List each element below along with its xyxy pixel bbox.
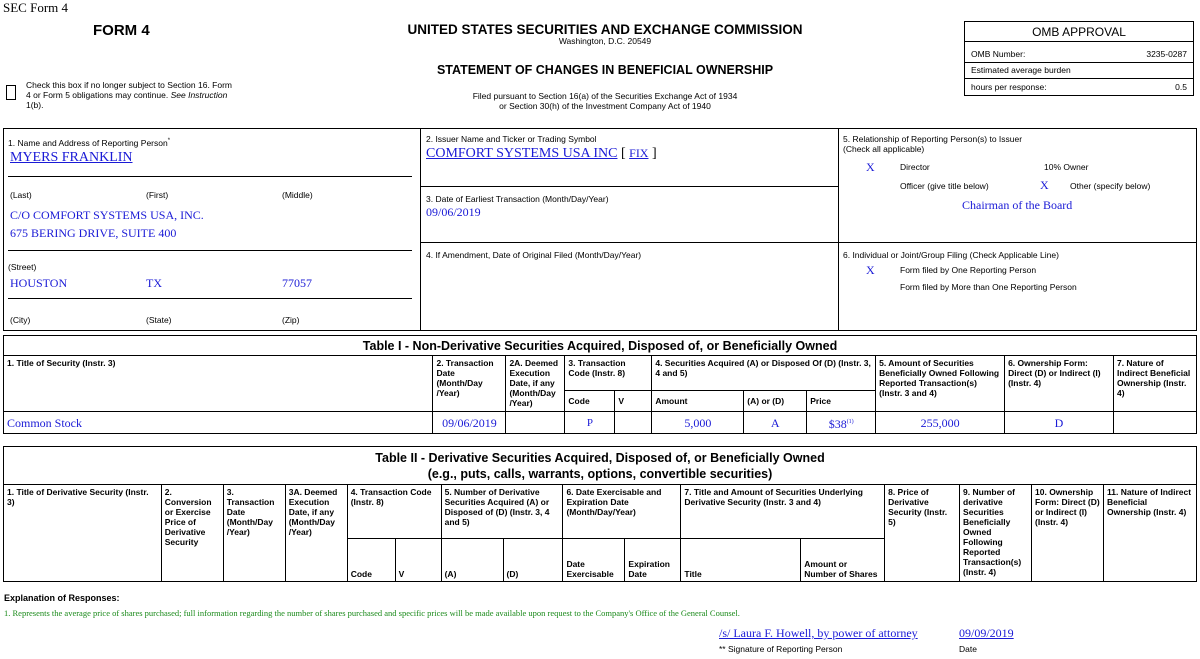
t1-row-amount: 5,000 (652, 412, 744, 434)
address-line-1: C/O COMFORT SYSTEMS USA, INC. (10, 208, 204, 222)
t1-col-acquired: 4. Securities Acquired (A) or Disposed Of (D) (Instr. 3, 4 and 5) (652, 356, 876, 391)
t2-col-exercisable: 6. Date Exercisable and Expiration Date (Month/Day/Year) (563, 485, 681, 539)
signature-date: 09/09/2019 (959, 626, 1014, 640)
t2-col-form: 10. Ownership Form: Direct (D) or Indirect (I) (Instr. 4) (1032, 485, 1104, 582)
table-2-title: Table II - Derivative Securities Acquired, Disposed of, or Beneficially Owned (e.g., puts, calls, warrants, options, convertible securities) (4, 447, 1197, 485)
more-persons-label: Form filed by More than One Reporting Person (900, 282, 1077, 292)
ticker-link[interactable]: FIX (629, 146, 649, 160)
t1-col-form: 6. Ownership Form: Direct (D) or Indirect (I) (Instr. 4) (1005, 356, 1114, 412)
t2-sub-code: Code (347, 539, 395, 582)
reporting-person-label: 1. Name and Address of Reporting Person* (8, 137, 171, 148)
t1-col-code: 3. Transaction Code (Instr. 8) (565, 356, 652, 391)
omb-hours-value: 0.5 (1175, 82, 1187, 92)
t2-col-nature: 11. Nature of Indirect Beneficial Ownership (Instr. 4) (1103, 485, 1196, 582)
t2-sub-title: Title (681, 539, 801, 582)
t2-col-date: 3. Transaction Date (Month/Day /Year) (223, 485, 285, 582)
reporting-person-name-link[interactable]: MYERS FRANKLIN (10, 150, 133, 165)
one-person-label: Form filed by One Reporting Person (900, 265, 1037, 275)
address-line-2: 675 BERING DRIVE, SUITE 400 (10, 226, 177, 240)
t2-sub-amount: Amount or Number of Shares (801, 539, 885, 582)
t1-row-v (615, 412, 652, 434)
t2-sub-expiration: Expiration Date (625, 539, 681, 582)
issuer-label: 2. Issuer Name and Ticker or Trading Symbol (426, 134, 597, 144)
omb-burden-label: Estimated average burden (971, 65, 1071, 75)
first-label: (First) (146, 190, 169, 200)
t1-col-deemed: 2A. Deemed Execution Date, if any (Month/Day /Year) (506, 356, 565, 412)
omb-number-value: 3235-0287 (1146, 49, 1187, 59)
footnote-1: 1. Represents the average price of shares purchased; full information regarding the number of shares purchased and specific prices will be made available upon request to the Company's Office of the General Counsel. (4, 608, 740, 618)
relationship-label: 5. Relationship of Reporting Person(s) to Issuer (Check all applicable) (843, 134, 1023, 154)
filed-pursuant-line-1: Filed pursuant to Section 16(a) of the Securities Exchange Act of 1934 (472, 91, 738, 101)
t2-col-price: 8. Price of Derivative Security (Instr. 5) (885, 485, 960, 582)
t1-sub-amount: Amount (652, 391, 744, 412)
amendment-label: 4. If Amendment, Date of Original Filed (Month/Day/Year) (426, 250, 642, 260)
t2-sub-d: (D) (503, 539, 563, 582)
street-label: (Street) (8, 262, 37, 272)
t2-sub-exercisable: Date Exercisable (563, 539, 625, 582)
earliest-transaction-label: 3. Date of Earliest Transaction (Month/Day/Year) (426, 194, 609, 204)
officer-label: Officer (give title below) (900, 181, 989, 191)
date-label: Date (959, 644, 977, 654)
t1-row-aord: A (744, 412, 807, 434)
issuer-line: COMFORT SYSTEMS USA INC [ FIX ] (426, 146, 657, 161)
t1-col-date: 2. Transaction Date (Month/Day /Year) (433, 356, 506, 412)
t1-row-date: 09/06/2019 (433, 412, 506, 434)
signature-link[interactable]: /s/ Laura F. Howell, by power of attorney (719, 626, 918, 640)
zip-value: 77057 (282, 276, 312, 290)
t2-sub-a: (A) (441, 539, 503, 582)
table-row (4, 412, 1197, 434)
t2-col-number: 5. Number of Derivative Securities Acquired (A) or Disposed of (D) (Instr. 3, 4 and 5) (441, 485, 563, 539)
form-number: FORM 4 (93, 22, 150, 39)
agency-location: Washington, D.C. 20549 (558, 36, 652, 46)
statement-title: STATEMENT OF CHANGES IN BENEFICIAL OWNERSHIP (436, 63, 774, 77)
t1-row-owned: 255,000 (876, 412, 1005, 434)
director-label: Director (900, 162, 930, 172)
t1-sub-aord: (A) or (D) (744, 391, 807, 412)
filing-type-label: 6. Individual or Joint/Group Filing (Check Applicable Line) (843, 250, 1059, 260)
last-label: (Last) (10, 190, 32, 200)
t2-col-code: 4. Transaction Code (Instr. 8) (347, 485, 441, 539)
t1-row-code: P (565, 412, 615, 434)
other-label: Other (specify below) (1070, 181, 1151, 191)
other-check[interactable]: X (1040, 178, 1049, 192)
table-2 (3, 446, 1197, 582)
t1-row-nature (1113, 412, 1196, 434)
director-check[interactable]: X (866, 160, 875, 174)
table-1-title: Table I - Non-Derivative Securities Acquired, Disposed of, or Beneficially Owned (4, 336, 1197, 356)
section16-checkbox[interactable] (6, 85, 16, 100)
t2-col-underlying: 7. Title and Amount of Securities Underlying Derivative Security (Instr. 3 and 4) (681, 485, 885, 539)
t1-sub-v: V (615, 391, 652, 412)
t2-col-conversion: 2. Conversion or Exercise Price of Derivative Security (161, 485, 223, 582)
city-value: HOUSTON (10, 276, 68, 290)
omb-title: OMB APPROVAL (965, 22, 1193, 42)
ten-pct-owner-label: 10% Owner (1044, 162, 1089, 172)
omb-hours-label: hours per response: (971, 82, 1047, 92)
signature-label: ** Signature of Reporting Person (719, 644, 843, 654)
t1-row-price: $38$^{(1)}$ (807, 412, 876, 434)
other-description: Chairman of the Board (962, 198, 1073, 212)
issuer-name-link[interactable]: COMFORT SYSTEMS USA INC (426, 146, 618, 161)
zip-label: (Zip) (282, 315, 300, 325)
state-value: TX (146, 276, 162, 290)
filed-pursuant-line-2: or Section 30(h) of the Investment Company Act of 1940 (499, 101, 711, 111)
agency-title: UNITED STATES SECURITIES AND EXCHANGE COMMISSION (407, 22, 803, 37)
t1-row-title: Common Stock (4, 412, 433, 434)
t1-sub-code: Code (565, 391, 615, 412)
earliest-transaction-date: 09/06/2019 (426, 205, 481, 219)
city-label: (City) (10, 315, 31, 325)
t1-sub-price: Price (807, 391, 876, 412)
t1-row-deemed (506, 412, 565, 434)
t1-col-owned: 5. Amount of Securities Beneficially Owned Following Reported Transaction(s) (Instr. 3 and 4) (876, 356, 1005, 412)
t1-row-form: D (1005, 412, 1114, 434)
omb-number-label: OMB Number: (971, 49, 1026, 59)
sec-form-label: SEC Form 4 (3, 0, 69, 15)
table-1 (3, 335, 1197, 434)
t2-col-deemed: 3A. Deemed Execution Date, if any (Month/Day /Year) (285, 485, 347, 582)
state-label: (State) (146, 315, 172, 325)
section16-checkbox-text: Check this box if no longer subject to Section 16. Form 4 or Form 5 obligations may continue. See Instruction 1(b). (26, 80, 232, 110)
omb-approval-box (964, 21, 1194, 96)
one-person-check[interactable]: X (866, 263, 875, 277)
explanation-label: Explanation of Responses: (4, 593, 120, 603)
t2-col-title: 1. Title of Derivative Security (Instr. 3) (4, 485, 162, 582)
t1-col-nature: 7. Nature of Indirect Beneficial Ownership (Instr. 4) (1113, 356, 1196, 412)
t1-col-title: 1. Title of Security (Instr. 3) (4, 356, 433, 412)
t2-sub-v: V (395, 539, 441, 582)
middle-label: (Middle) (282, 190, 313, 200)
t2-col-number-owned: 9. Number of derivative Securities Beneficially Owned Following Reported Transaction(s) (Instr. 4) (960, 485, 1032, 582)
